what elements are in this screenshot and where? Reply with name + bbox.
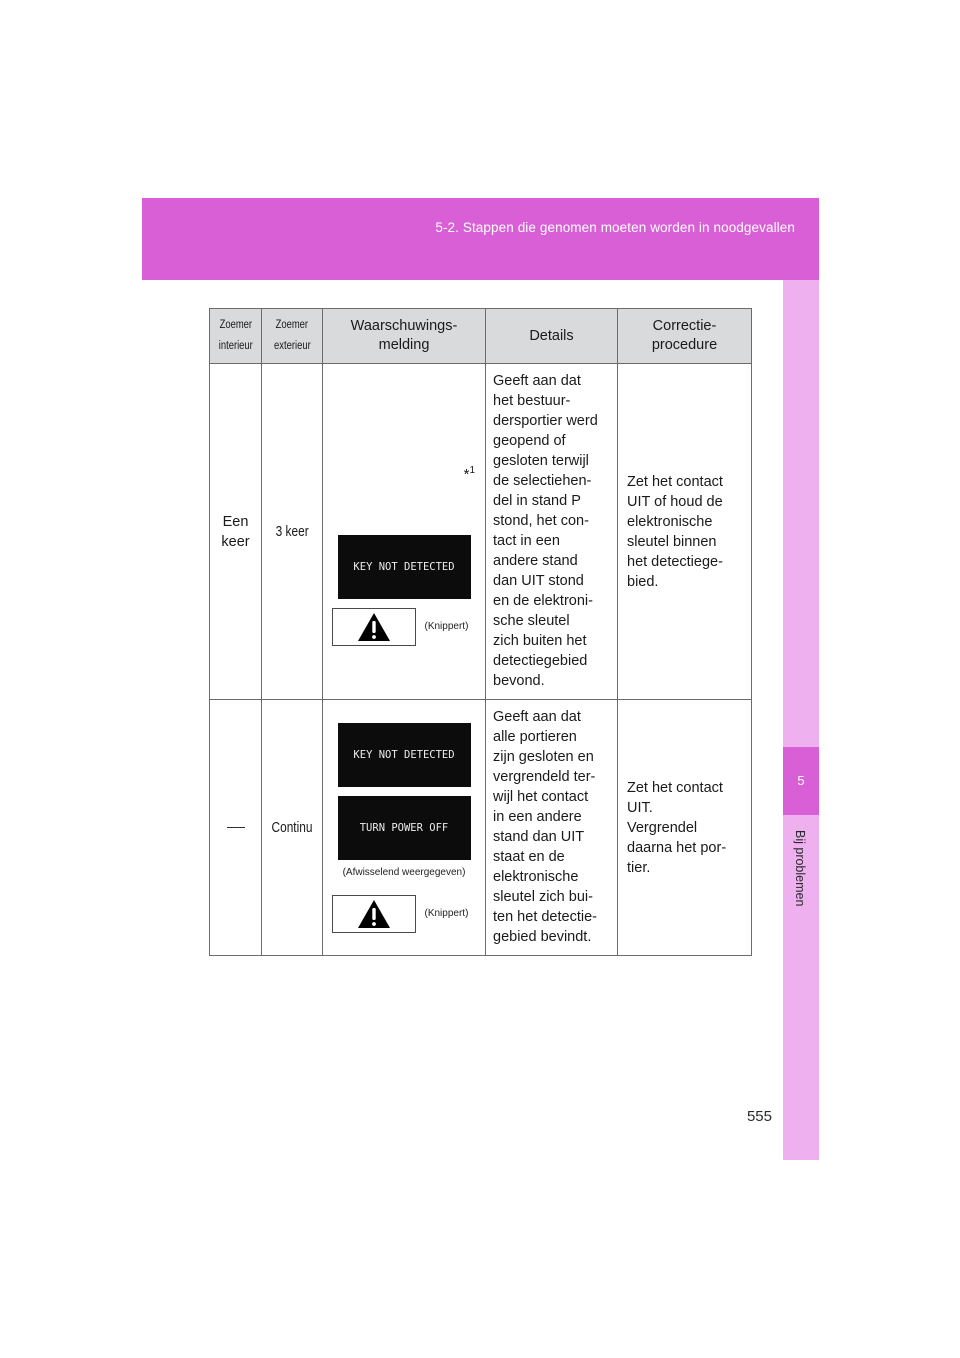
header-correction: Correctie- procedure	[618, 309, 752, 364]
blink-caption: (Knippert)	[424, 907, 469, 919]
none-dash	[227, 827, 245, 828]
master-warning-icon	[332, 895, 416, 933]
exterior-buzzer-cell: Continu	[262, 700, 323, 956]
table-row	[210, 364, 752, 700]
display-screen: KEY NOT DETECTED	[338, 535, 471, 599]
details-cell: Geeft aan dat alle portieren zijn gesloten en vergrendeld ter- wijl het contact in een andere stand dan UIT staat en de elektronische sleutel zich bui- ten het detectie- gebied bevindt.	[486, 700, 618, 956]
footnote-marker: *$^1$	[463, 465, 475, 483]
display-screen: KEY NOT DETECTED	[338, 723, 471, 787]
display-screen: TURN POWER OFF	[338, 796, 471, 860]
section-title: 5-2. Stappen die genomen moeten worden in noodgevallen	[435, 220, 795, 235]
master-warning-icon	[332, 608, 416, 646]
table-row	[210, 700, 752, 956]
warning-indicator	[323, 895, 485, 933]
chapter-side-strip	[783, 280, 819, 1160]
warning-indicator	[323, 608, 485, 646]
interior-buzzer-cell: Een keer	[210, 364, 262, 700]
warning-message-cell	[323, 700, 486, 956]
warning-message-table	[209, 308, 752, 956]
page-number: 555	[746, 1108, 772, 1125]
warning-message-cell	[323, 364, 486, 700]
chapter-number-tab[interactable]: 5	[783, 747, 819, 815]
chapter-label	[783, 830, 819, 930]
section-header-band	[142, 198, 819, 280]
correction-cell: Zet het contact UIT of houd de elektronische sleutel binnen het detectiege- bied.	[618, 364, 752, 700]
blink-caption: (Knippert)	[424, 621, 469, 632]
header-exterior-buzzer: Zoemer exterieur	[262, 309, 323, 364]
details-cell: Geeft aan dat het bestuur- dersportier werd geopend of gesloten terwijl de selectiehen- del in stand P stond, het con- tact in een andere stand dan UIT stond en de elektroni- sche sleutel zich buiten het detectiegebied bevond.	[486, 364, 618, 700]
chapter-label-text: Bij problemen	[793, 830, 807, 907]
table-header-row	[210, 309, 752, 364]
alternating-caption: (Afwisselend weergegeven)	[342, 866, 466, 878]
correction-cell: Zet het contact UIT. Vergrendel daarna het por- tier.	[618, 700, 752, 956]
interior-buzzer-cell	[210, 700, 262, 956]
header-details: Details	[486, 309, 618, 364]
exterior-buzzer-cell: 3 keer	[262, 364, 323, 700]
header-interior-buzzer: Zoemer interieur	[210, 309, 262, 364]
header-warning-message: Waarschuwings- melding	[323, 309, 486, 364]
